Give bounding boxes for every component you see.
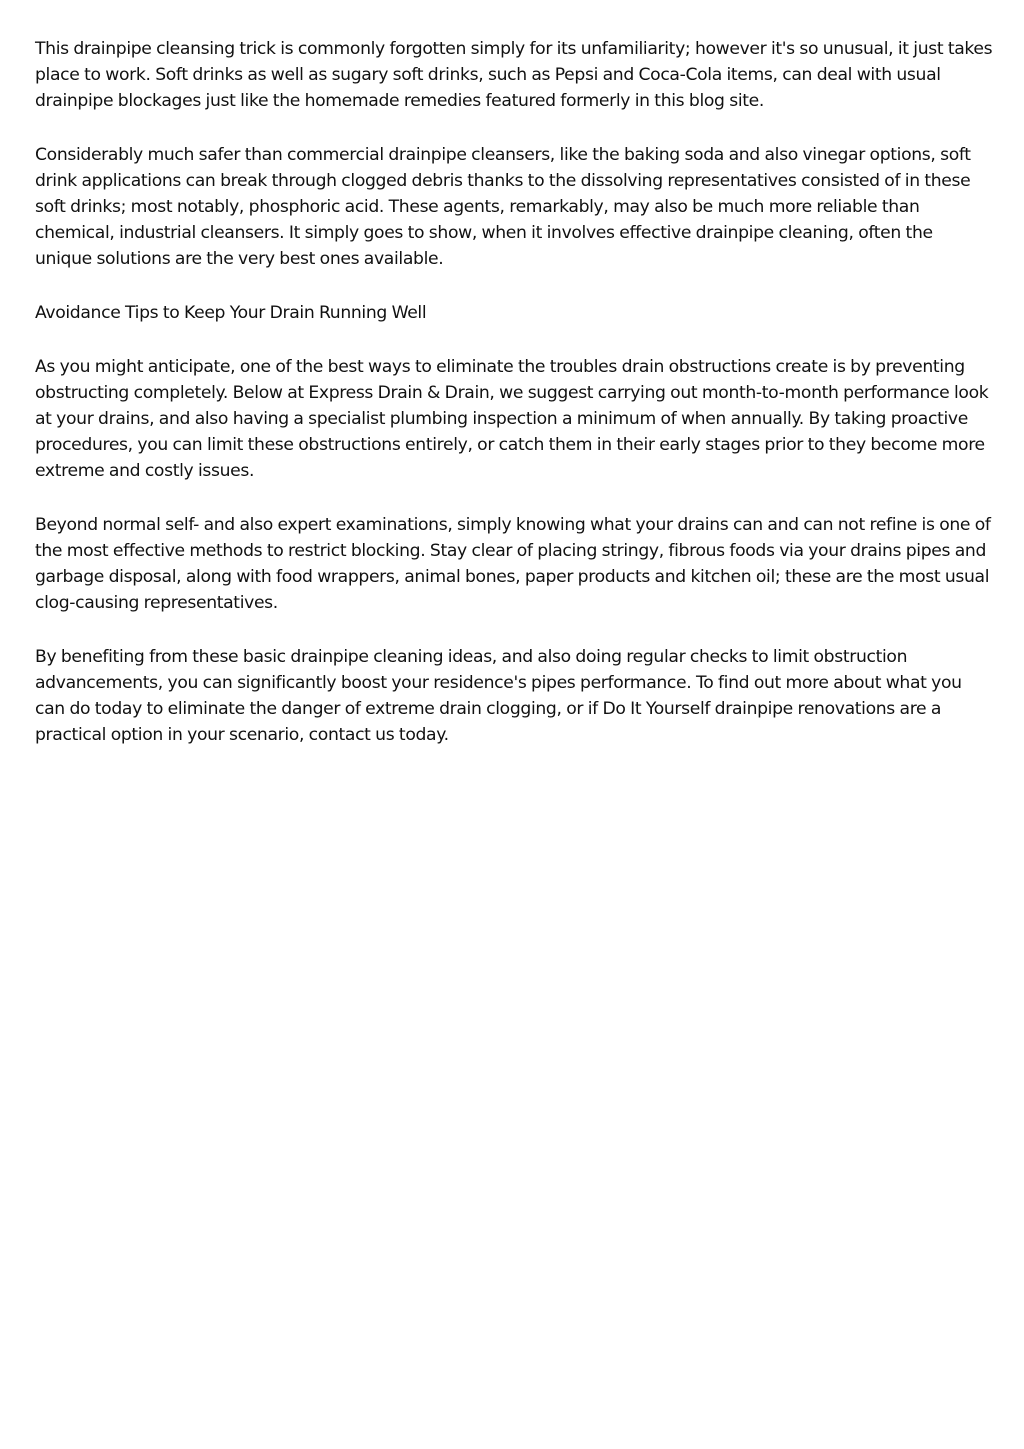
paragraph-safer-than-commercial: Considerably much safer than commercial drainpipe cleansers, like the baking soda and also vinegar options, soft drink applications can break through clogged debris thanks to the dissolving representatives consisted of in these soft drinks; most notably, phosphoric acid. These agents, remarkably, may also be much more reliable than chemical, industrial cleansers. It simply goes to show, when it involves effective drainpipe cleaning, often the unique solutions are the very best ones available. <box>35 145 971 269</box>
section-heading-avoidance-tips: Avoidance Tips to Keep Your Drain Running Well <box>35 303 427 323</box>
paragraph-conclusion-contact: By benefiting from these basic drainpipe cleaning ideas, and also doing regular checks to limit obstruction advancements, you can significantly boost your residence's pipes performance. To find out more about what you can do today to eliminate the danger of extreme drain clogging, or if Do It Yourself drainpipe renovations are a practical option in your scenario, contact us today. <box>35 647 962 745</box>
paragraph-what-drains-can-refine: Beyond normal self- and also expert examinations, simply knowing what your drains can and can not refine is one of the most effective methods to restrict blocking. Stay clear of placing stringy, fibrous foods via your drains pipes and garbage disposal, along with food wrappers, animal bones, paper products and kitchen oil; these are the most usual clog-causing representatives. <box>35 515 991 613</box>
paragraph-preventing-obstructions: As you might anticipate, one of the best ways to eliminate the troubles drain obstructions create is by preventing obstructing completely. Below at Express Drain & Drain, we suggest carrying out month-to-month performance look at your drains, and also having a specialist plumbing inspection a minimum of when annually. By taking proactive procedures, you can limit these obstructions entirely, or catch them in their early stages prior to they become more extreme and costly issues. <box>35 357 989 481</box>
paragraph-soda-trick: This drainpipe cleansing trick is commonly forgotten simply for its unfamiliarity; however it's so unusual, it just takes place to work. Soft drinks as well as sugary soft drinks, such as Pepsi and Coca-Cola items, can deal with usual drainpipe blockages just like the homemade remedies featured formerly in this blog site. <box>35 39 993 111</box>
document-page <box>35 36 993 776</box>
